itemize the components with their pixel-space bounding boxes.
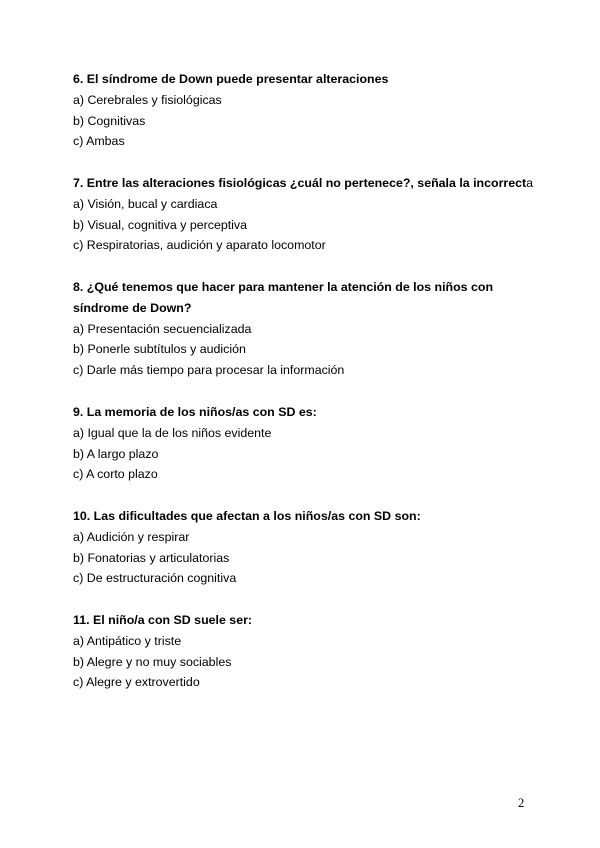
answer-option: a) Audición y respirar [73,529,190,544]
question-title: 11. El niño/a con SD suele ser: [73,613,253,627]
answer-option: a) Presentación secuencializada [73,321,252,336]
question-6 [73,69,543,152]
answer-option: b) Visual, cognitiva y perceptiva [73,217,248,232]
answer-option: a) Igual que la de los niños evidente [73,425,272,440]
question-title-line-1: 8. ¿Qué tenemos que hacer para mantener la atención de los niños con [73,280,494,294]
answer-option: b) Fonatorias y articulatorias [73,550,230,565]
page-number: 2 [518,796,525,810]
question-title [73,173,543,194]
question-8 [73,277,543,381]
answer-option: a) Cerebrales y fisiológicas [73,92,222,107]
answer-option: b) Cognitivas [73,113,146,128]
question-title-line-2: síndrome de Down? [73,300,192,315]
answer-option: c) Respiratorias, audición y aparato locomotor [73,238,326,253]
answer-option: c) Darle más tiempo para procesar la información [73,363,345,378]
answer-option: b) Alegre y no muy sociables [73,654,232,669]
answer-option: c) Alegre y extrovertido [73,675,200,690]
answer-option: a) Antipático y triste [73,633,182,648]
question-title: 6. El síndrome de Down puede presentar alteraciones [73,72,389,86]
answer-option: a) Visión, bucal y cardiaca [73,196,218,211]
question-7 [73,173,543,256]
question-title: 10. Las dificultades que afectan a los niños/as con SD son: [73,509,421,523]
question-10 [73,506,543,589]
answer-option: b) A largo plazo [73,446,159,461]
question-title-main: 7. Entre las alteraciones fisiológicas ¿cuál no pertenece?, señala la incorrect [73,176,527,190]
answer-option: c) A corto plazo [73,467,158,482]
question-11 [73,610,543,693]
answer-option: b) Ponerle subtítulos y audición [73,342,246,357]
answer-option: c) Ambas [73,134,125,149]
question-9 [73,402,543,485]
question-title: 9. La memoria de los niños/as con SD es: [73,405,317,419]
answer-option: c) De estructuración cognitiva [73,571,237,586]
question-title-tail: a [526,176,534,190]
